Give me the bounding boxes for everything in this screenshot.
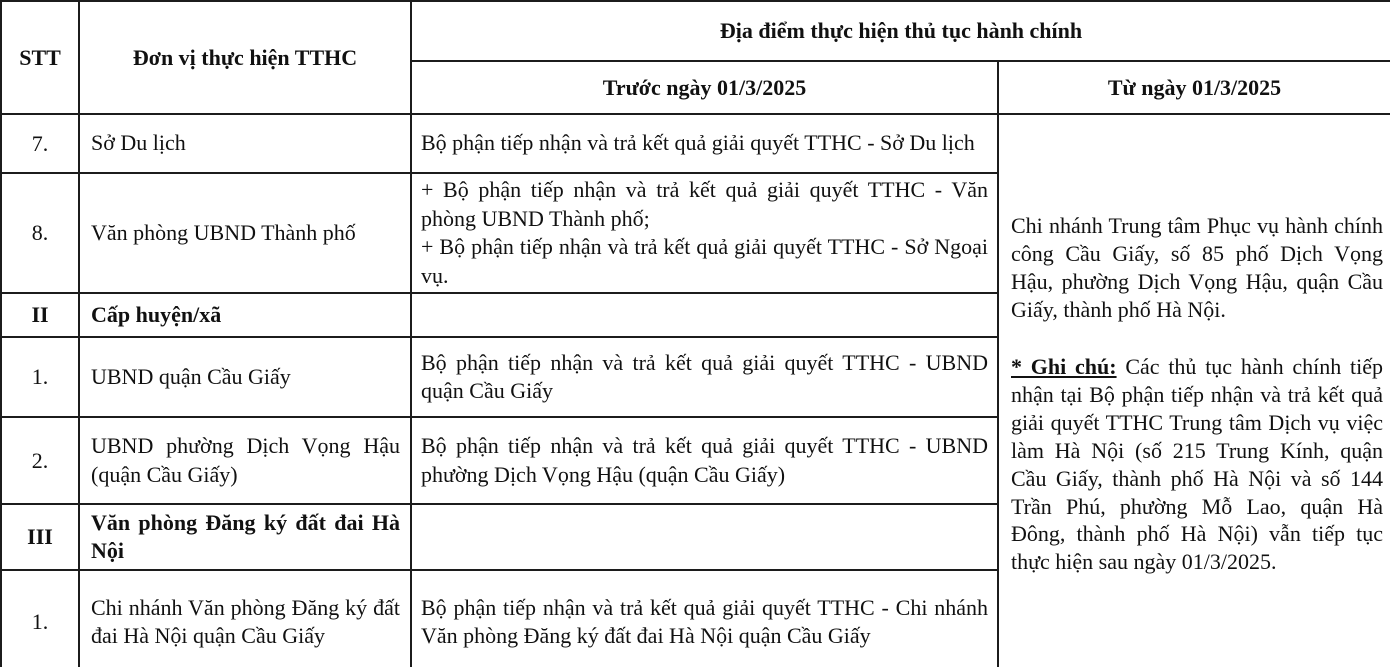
location-line: + Bộ phận tiếp nhận và trả kết quả giải quyết TTHC - Văn phòng UBND Thành phố; <box>421 177 988 231</box>
location-before-cell <box>411 504 998 570</box>
location-before-cell <box>411 173 998 293</box>
location-before-cell <box>411 417 998 504</box>
location-line: + Bộ phận tiếp nhận và trả kết quả giải quyết TTHC - Sở Ngoại vụ. <box>421 234 988 288</box>
unit-cell: UBND phường Dịch Vọng Hậu (quận Cầu Giấy) <box>79 417 411 504</box>
header-stt: STT <box>1 1 79 114</box>
table-header <box>1 1 1390 114</box>
note-paragraph <box>1011 353 1383 577</box>
table-body <box>1 114 1390 667</box>
stt-cell: 7. <box>1 114 79 173</box>
unit-cell: Sở Du lịch <box>79 114 411 173</box>
location-line: Bộ phận tiếp nhận và trả kết quả giải quyết TTHC - Chi nhánh Văn phòng Đăng ký đất đai Hà Nội quận Cầu Giấy <box>421 594 988 649</box>
stt-cell: 8. <box>1 173 79 293</box>
note-label: * Ghi chú: <box>1011 353 1117 379</box>
header-before-date: Trước ngày 01/3/2025 <box>411 61 998 114</box>
header-location-group: Địa điểm thực hiện thủ tục hành chính <box>411 1 1390 61</box>
stt-cell: 2. <box>1 417 79 504</box>
location-before-cell <box>411 570 998 667</box>
unit-cell: Văn phòng Đăng ký đất đai Hà Nội <box>79 504 411 570</box>
from-date-paragraph: Chi nhánh Trung tâm Phục vụ hành chính công Cầu Giấy, số 85 phố Dịch Vọng Hậu, phường Dịch Vọng Hậu, quận Cầu Giấy, thành phố Hà Nội. <box>1011 213 1384 322</box>
stt-cell: 1. <box>1 337 79 417</box>
location-line: Bộ phận tiếp nhận và trả kết quả giải quyết TTHC - UBND phường Dịch Vọng Hậu (quận Cầu Giấy) <box>421 433 988 487</box>
note-text: Các thủ tục hành chính tiếp nhận tại Bộ phận tiếp nhận và trả kết quả giải quyết TTHC Trung tâm Dịch vụ việc làm Hà Nội (số 215 Trung Kính, quận Cầu Giấy, thành phố Hà Nội và số 144 Trần Phú, phường Mỗ Lao, quận Hà Đông, thành phố Hà Nội) vẫn tiếp tục thực hiện sau ngày 01/3/2025. <box>1011 353 1384 575</box>
unit-cell: Văn phòng UBND Thành phố <box>79 173 411 293</box>
location-before-cell <box>411 114 998 173</box>
stt-cell: II <box>1 293 79 337</box>
stt-cell: 1. <box>1 570 79 667</box>
location-before-cell <box>411 337 998 417</box>
location-line: Bộ phận tiếp nhận và trả kết quả giải quyết TTHC - UBND quận Cầu Giấy <box>421 349 988 404</box>
unit-cell: Cấp huyện/xã <box>79 293 411 337</box>
unit-cell: Chi nhánh Văn phòng Đăng ký đất đai Hà Nội quận Cầu Giấy <box>79 570 411 667</box>
header-from-date: Từ ngày 01/3/2025 <box>998 61 1390 114</box>
location-before-cell <box>411 293 998 337</box>
unit-cell: UBND quận Cầu Giấy <box>79 337 411 417</box>
table-row <box>1 114 1390 173</box>
stt-cell: III <box>1 504 79 570</box>
header-unit: Đơn vị thực hiện TTHC <box>79 1 411 114</box>
location-from-cell <box>998 114 1390 667</box>
location-line: Bộ phận tiếp nhận và trả kết quả giải quyết TTHC - Sở Du lịch <box>421 130 975 156</box>
header-row-top <box>1 1 1390 61</box>
